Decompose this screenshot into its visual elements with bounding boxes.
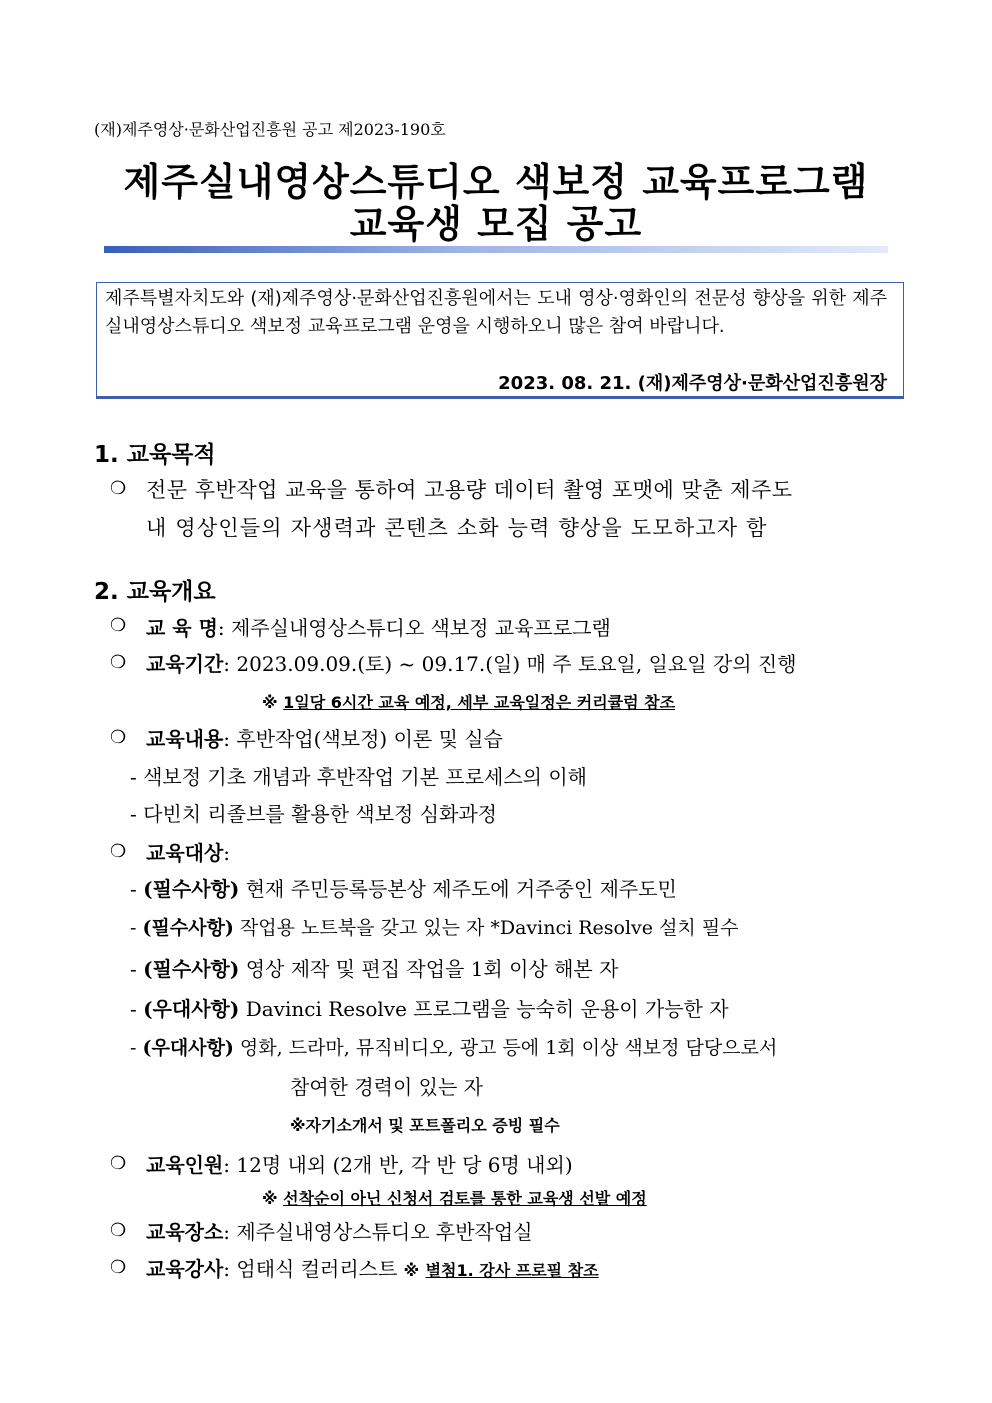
target-item-text: 작업용 노트북을 갖고 있는 자 *Davinci Resolve 설치 필수 <box>239 917 739 939</box>
requirement-tag: (필수사항) <box>143 957 240 981</box>
bullet-icon: ❍ <box>110 1153 127 1174</box>
place-row <box>146 1216 533 1245</box>
dash: - <box>130 997 137 1021</box>
target-row <box>146 837 230 866</box>
preference-tag: (우대사항) <box>143 997 240 1021</box>
target-value: : <box>223 841 231 865</box>
lecturer-row <box>146 1253 599 1282</box>
count-note-text: 선착순이 아닌 신청서 검토를 통한 교육생 선발 예정 <box>283 1189 647 1208</box>
period-value: : 2023.09.09.(토) ~ 09.17.(일) 매 주 토요일, 일요일 강의 진행 <box>223 652 797 676</box>
place-value: : 제주실내영상스튜디오 후반작업실 <box>223 1220 533 1244</box>
target-item <box>130 873 677 902</box>
target-item <box>130 953 618 982</box>
page-title: 제주실내영상스튜디오 색보정 교육프로그램 <box>123 160 869 204</box>
title-underline <box>104 246 888 253</box>
count-label: 교육인원 <box>146 1153 224 1177</box>
dash: - <box>130 1037 137 1059</box>
bullet-icon: ❍ <box>110 1220 127 1241</box>
section1-text-line2: 내 영상인들의 자생력과 콘텐츠 소화 능력 향상을 도모하고자 함 <box>146 516 768 540</box>
section1-text-line1: 전문 후반작업 교육을 통하여 고용량 데이터 촬영 포맷에 맞춘 제주도 <box>146 478 793 502</box>
content-item: - 다빈치 리졸브를 활용한 색보정 심화과정 <box>130 802 497 826</box>
period-note-text: 1일당 6시간 교육 예정, 세부 교육일정은 커리큘럼 참조 <box>283 693 676 712</box>
count-row <box>146 1149 573 1178</box>
requirement-tag: (필수사항) <box>143 877 240 901</box>
intro-signature: 2023. 08. 21. (재)제주영상·문화산업진흥원장 <box>498 373 887 394</box>
dash: - <box>130 917 137 939</box>
target-label: 교육대상 <box>146 841 224 865</box>
preference-tag: (우대사항) <box>142 1037 234 1059</box>
content-label: 교육내용 <box>146 727 224 751</box>
note-mark: ※ <box>403 1261 420 1280</box>
period-label: 교육기간 <box>146 652 224 676</box>
target-item-text: 영상 제작 및 편집 작업을 1회 이상 해본 자 <box>245 957 619 981</box>
notice-number: (재)제주영상·문화산업진흥원 공고 제2023-190호 <box>94 120 446 139</box>
bullet-icon: ❍ <box>110 841 127 862</box>
dash: - <box>130 877 137 901</box>
course-name-row <box>146 612 611 641</box>
page-subtitle: 교육생 모집 공고 <box>349 202 643 246</box>
bullet-icon: ❍ <box>110 727 127 748</box>
period-row <box>146 648 797 677</box>
count-note <box>262 1186 647 1209</box>
bullet-icon: ❍ <box>110 615 127 636</box>
target-item <box>130 913 739 940</box>
bullet-icon: ❍ <box>110 652 127 673</box>
requirement-tag: (필수사항) <box>142 917 234 939</box>
section2-heading: 2. 교육개요 <box>94 579 216 605</box>
dash: - <box>130 957 137 981</box>
intro-box <box>96 282 904 399</box>
place-label: 교육장소 <box>146 1220 224 1244</box>
target-item-continuation: 참여한 경력이 있는 자 <box>290 1075 483 1099</box>
course-name-label: 교 육 명 <box>146 616 218 640</box>
bullet-icon: ❍ <box>110 1257 127 1278</box>
bullet-icon: ❍ <box>110 478 127 499</box>
note-mark: ※ <box>262 693 278 712</box>
target-item-text: 영화, 드라마, 뮤직비디오, 광고 등에 1회 이상 색보정 담당으로서 <box>239 1037 778 1059</box>
target-item-text: 현재 주민등록등본상 제주도에 거주중인 제주도민 <box>245 877 677 901</box>
content-row <box>146 723 503 752</box>
course-name-value: : 제주실내영상스튜디오 색보정 교육프로그램 <box>217 616 611 640</box>
target-item <box>130 1033 777 1060</box>
note-mark: ※ <box>262 1189 278 1208</box>
intro-text: 제주특별자치도와 (재)제주영상·문화산업진흥원에서는 도내 영상·영화인의 전문성 향상을 위한 제주실내영상스튜디오 색보정 교육프로그램 운영을 시행하오니 많은 참여 바랍니다. <box>105 288 887 337</box>
target-item-text: Davinci Resolve 프로그램을 능숙히 운용이 가능한 자 <box>245 997 729 1021</box>
period-note <box>262 690 675 713</box>
lecturer-label: 교육강사 <box>146 1257 224 1281</box>
target-item <box>130 993 729 1022</box>
content-value: : 후반작업(색보정) 이론 및 실습 <box>223 727 503 751</box>
target-note: ※자기소개서 및 포트폴리오 증빙 필수 <box>290 1116 560 1135</box>
content-item: - 색보정 기초 개념과 후반작업 기본 프로세스의 이해 <box>130 765 587 789</box>
lecturer-note: 별첨1. 강사 프로필 참조 <box>425 1261 599 1280</box>
lecturer-value: : 엄태식 컬러리스트 <box>223 1257 398 1281</box>
count-value: : 12명 내외 (2개 반, 각 반 당 6명 내외) <box>223 1153 573 1177</box>
section1-heading: 1. 교육목적 <box>94 442 216 468</box>
